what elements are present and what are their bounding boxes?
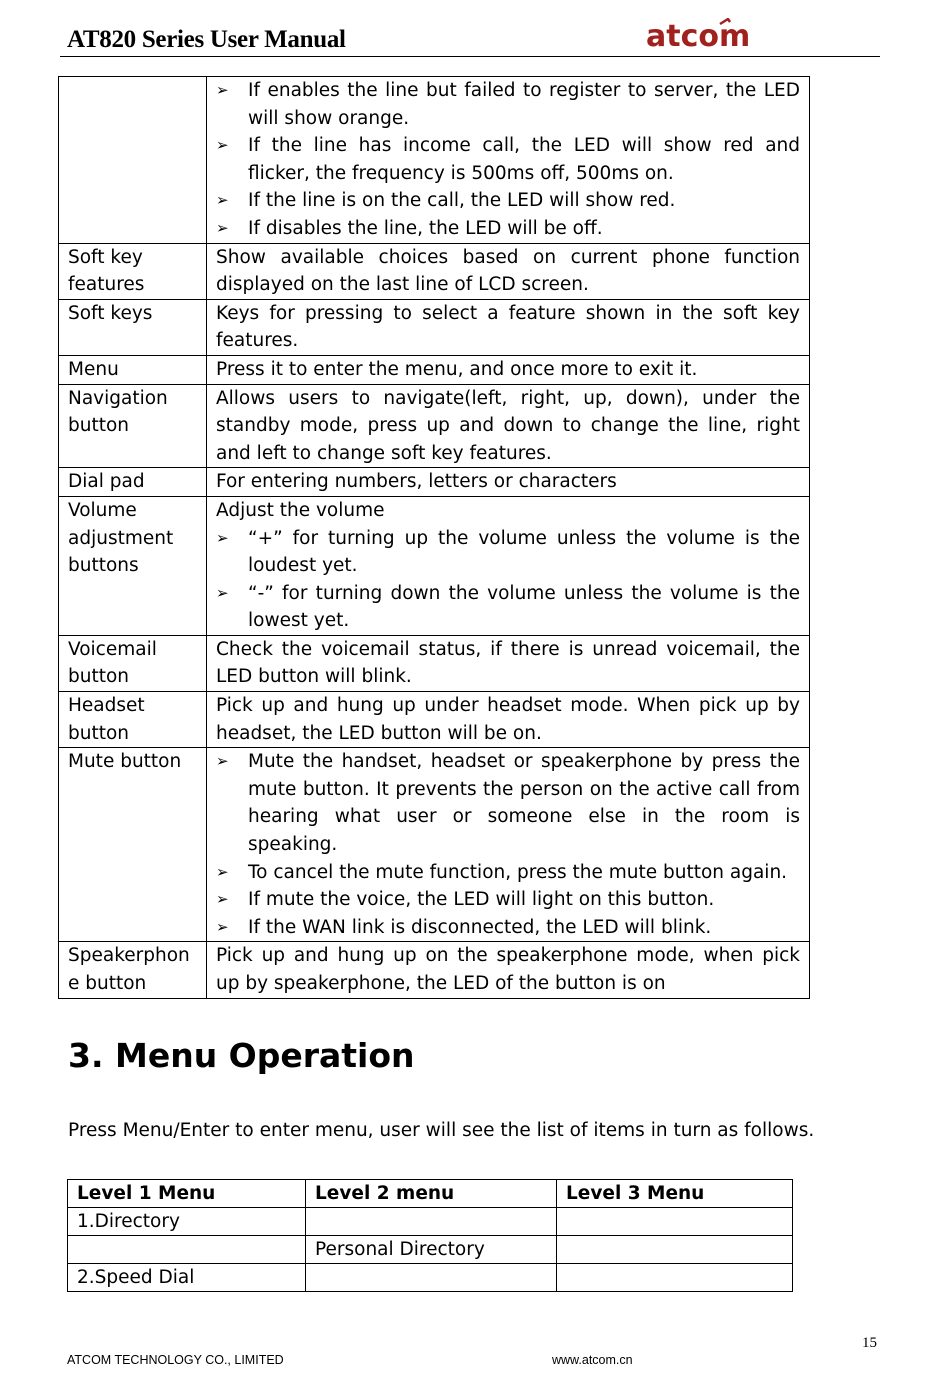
section-heading: 3. Menu Operation xyxy=(68,1036,415,1075)
table-cell xyxy=(306,1208,557,1236)
table-row xyxy=(59,692,810,748)
list-item: ➢ If the line is on the call, the LED will show red. xyxy=(216,187,800,215)
column-header: Level 3 Menu xyxy=(557,1180,793,1208)
table-cell: 2.Speed Dial xyxy=(68,1264,306,1292)
table-row xyxy=(59,496,810,635)
row-label: Mute button xyxy=(59,748,207,942)
row-description xyxy=(207,748,810,942)
table-row xyxy=(59,243,810,299)
table-row xyxy=(68,1208,793,1236)
page-number: 15 xyxy=(862,1335,877,1351)
table-cell xyxy=(68,1236,306,1264)
table-row xyxy=(59,468,810,497)
table-cell xyxy=(557,1264,793,1292)
volume-intro: Adjust the volume xyxy=(216,499,385,521)
row-description: Pick up and hung up under headset mode. When pick up by headset, the LED button will be on. xyxy=(207,692,810,748)
list-item: ➢ “-” for turning down the volume unless the volume is the lowest yet. xyxy=(216,580,800,635)
list-item: ➢ If the WAN link is disconnected, the LED will blink. xyxy=(216,914,800,942)
row-label: Dial pad xyxy=(59,468,207,497)
list-item: ➢ If mute the voice, the LED will light on this button. xyxy=(216,886,800,914)
footer-company: ATCOM TECHNOLOGY CO., LIMITED xyxy=(67,1353,284,1367)
table-cell: 1.Directory xyxy=(68,1208,306,1236)
row-label: Headset button xyxy=(59,692,207,748)
table-row xyxy=(59,635,810,691)
table-header-row xyxy=(68,1180,793,1208)
row-label: Voicemail button xyxy=(59,635,207,691)
footer-url: www.atcom.cn xyxy=(552,1353,633,1367)
row-label xyxy=(59,77,207,244)
row-label: Menu xyxy=(59,355,207,384)
table-row xyxy=(59,77,810,244)
list-item: ➢ If disables the line, the LED will be off. xyxy=(216,215,800,243)
table-row xyxy=(59,748,810,942)
logo-text: atcom xyxy=(646,19,751,54)
table-row xyxy=(59,942,810,998)
row-description: Allows users to navigate(left, right, up, down), under the standby mode, press up and down to change the line, right and left to change soft key features. xyxy=(207,384,810,468)
list-item: ➢ If the line has income call, the LED will show red and flicker, the frequency is 500ms off, 500ms on. xyxy=(216,132,800,187)
row-description: Press it to enter the menu, and once more to exit it. xyxy=(207,355,810,384)
row-description: Show available choices based on current phone function displayed on the last line of LCD screen. xyxy=(207,243,810,299)
row-label: Navigation button xyxy=(59,384,207,468)
row-description xyxy=(207,77,810,244)
header-rule xyxy=(60,56,880,57)
row-description: Keys for pressing to select a feature shown in the soft key features. xyxy=(207,299,810,355)
table-cell: Personal Directory xyxy=(306,1236,557,1264)
list-item: ➢ Mute the handset, headset or speakerphone by press the mute button. It prevents the person on the active call from hearing what user or someone else in the room is speaking. xyxy=(216,748,800,858)
row-description xyxy=(207,496,810,635)
table-row xyxy=(68,1236,793,1264)
table-cell xyxy=(557,1208,793,1236)
atcom-logo xyxy=(646,18,786,54)
row-label: Speakerphone button xyxy=(59,942,207,998)
section-intro: Press Menu/Enter to enter menu, user will see the list of items in turn as follows. xyxy=(68,1120,815,1141)
table-cell xyxy=(306,1264,557,1292)
menu-level-table xyxy=(67,1179,793,1292)
list-item: ➢ To cancel the mute function, press the mute button again. xyxy=(216,859,800,887)
table-cell xyxy=(557,1236,793,1264)
list-item: ➢ If enables the line but failed to register to server, the LED will show orange. xyxy=(216,77,800,132)
table-row xyxy=(68,1264,793,1292)
row-description: Pick up and hung up on the speakerphone mode, when pick up by speakerphone, the LED of the button is on xyxy=(207,942,810,998)
row-label: Volume adjustment buttons xyxy=(59,496,207,635)
table-row xyxy=(59,299,810,355)
row-label: Soft keys xyxy=(59,299,207,355)
row-label: Soft key features xyxy=(59,243,207,299)
document-title: AT820 Series User Manual xyxy=(67,26,346,53)
row-description: Check the voicemail status, if there is unread voicemail, the LED button will blink. xyxy=(207,635,810,691)
list-item: ➢ “+” for turning up the volume unless the volume is the loudest yet. xyxy=(216,525,800,580)
column-header: Level 1 Menu xyxy=(68,1180,306,1208)
row-description: For entering numbers, letters or characters xyxy=(207,468,810,497)
table-row xyxy=(59,355,810,384)
column-header: Level 2 menu xyxy=(306,1180,557,1208)
table-row xyxy=(59,384,810,468)
key-description-table xyxy=(58,76,810,999)
